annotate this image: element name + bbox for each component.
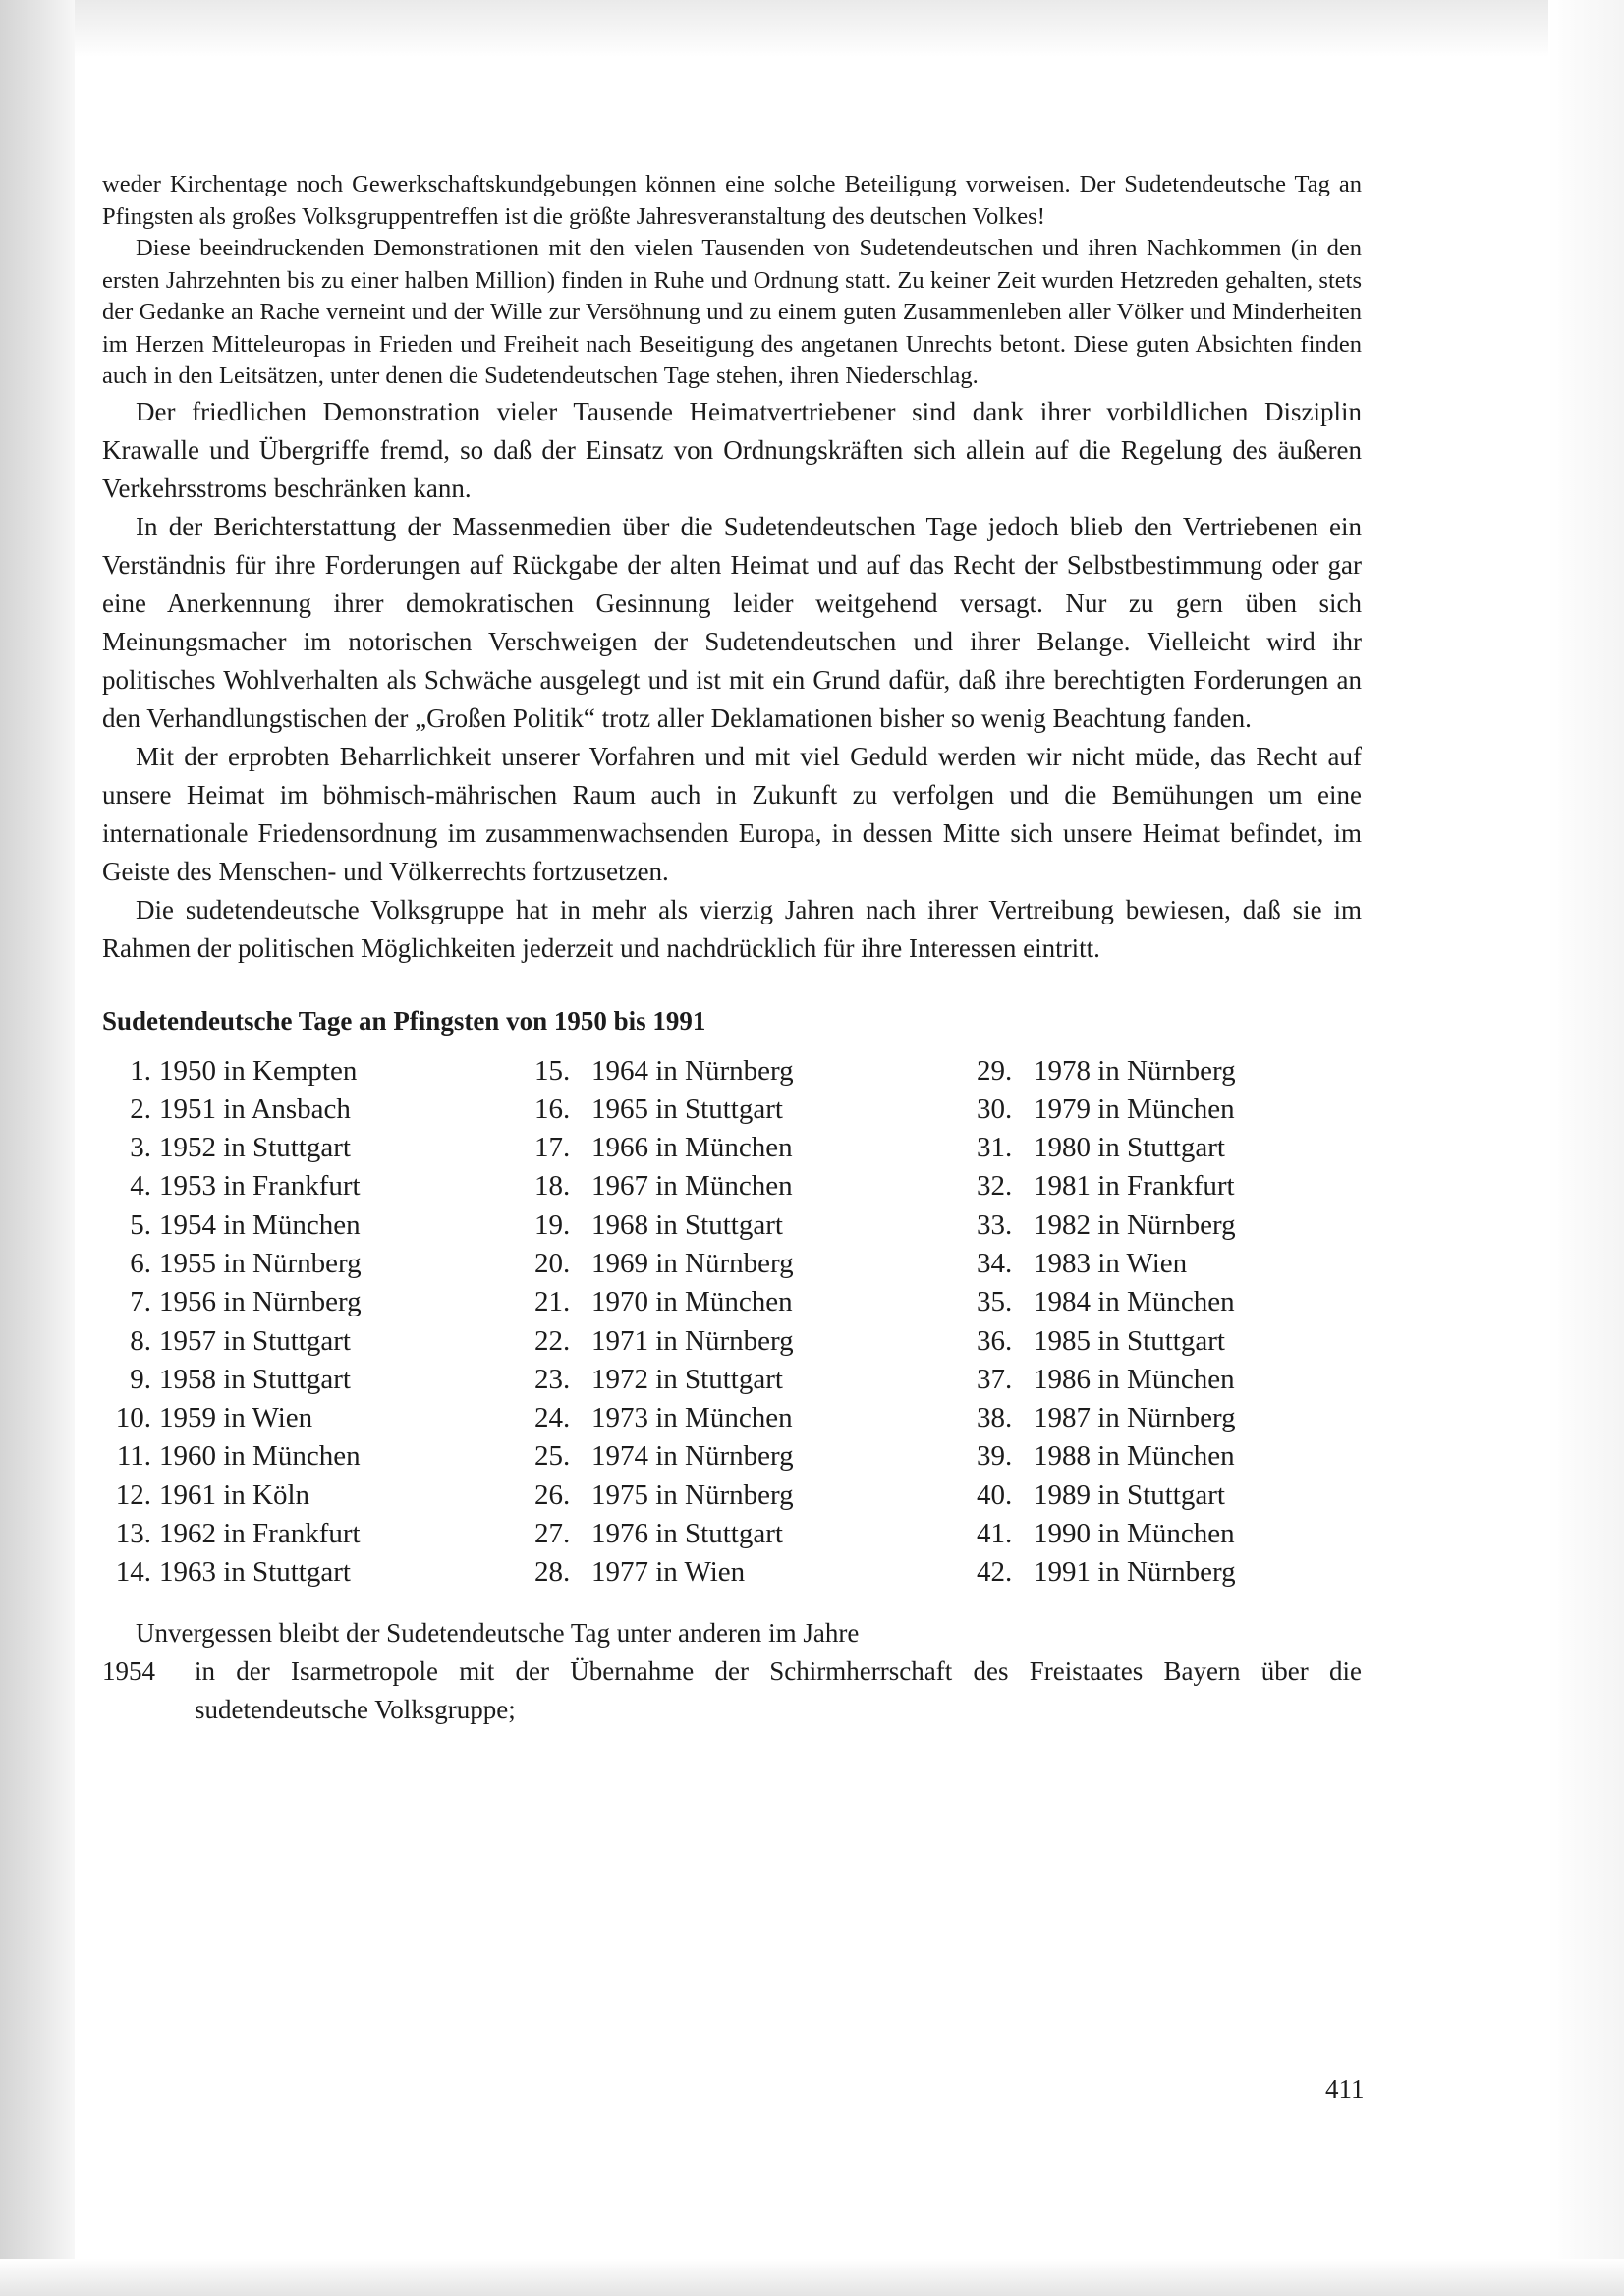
list-item [534, 1167, 977, 1205]
list-item-number: 4. [130, 1170, 151, 1203]
list-item-text: 1952 in Stuttgart [159, 1132, 351, 1164]
paragraph-5: Mit der erprobten Beharrlichkeit unserer Vorfahren und mit viel Geduld werden wir nicht müde, das Recht auf unsere Heimat im böhmisch-mährischen Raum auch in Zukunft zu verfolgen und die Bemühungen um eine internationale Friedensordnung im zusammenwachsenden Europa, in dessen Mitte sich unsere Heimat befindet, im Geiste des Menschen- und Völkerrechts fortzusetzen. [102, 741, 1362, 886]
paragraph-6: Die sudetendeutsche Volksgruppe hat in mehr als vierzig Jahren nach ihrer Vertreibung bewiesen, daß sie im Rahmen der politischen Möglichkeiten jederzeit und nachdrücklich für ihre Interessen eintritt. [102, 894, 1362, 963]
list-item-text: 1978 in Nürnberg [1034, 1054, 1236, 1087]
list-item [977, 1283, 1362, 1321]
closing-block [102, 1614, 1362, 1729]
closing-intro: Unvergessen bleibt der Sudetendeutsche Tag unter anderen im Jahre [136, 1617, 860, 1648]
list-item [534, 1477, 977, 1515]
list-item-number: 37. [977, 1363, 1013, 1395]
list-item-number: 9. [130, 1363, 151, 1395]
list-item-text: 1957 in Stuttgart [159, 1324, 351, 1357]
list-item-text: 1983 in Wien [1034, 1247, 1188, 1279]
list-item-number: 25. [534, 1440, 571, 1473]
list-item-text: 1960 in München [159, 1440, 361, 1473]
list-item-number: 26. [534, 1479, 571, 1511]
list-item [102, 1515, 534, 1553]
list-item-number: 12. [115, 1479, 151, 1511]
list-item [102, 1477, 534, 1515]
list-item [977, 1477, 1362, 1515]
list-item [977, 1437, 1362, 1476]
list-item-text: 1988 in München [1034, 1440, 1235, 1473]
list-item [534, 1322, 977, 1361]
list-item [102, 1245, 534, 1283]
list-item-number: 21. [534, 1286, 571, 1318]
list-item [977, 1553, 1362, 1592]
event-list-column-3 [977, 1052, 1362, 1593]
list-item-number: 34. [977, 1247, 1013, 1279]
closing-year: 1954 [102, 1655, 155, 1686]
list-item-number: 11. [116, 1440, 151, 1473]
list-item-number: 17. [534, 1132, 571, 1164]
closing-text: in der Isarmetropole mit der Übernahme der Schirmherrschaft des Freistaates Bayern über die sudetendeutsche Volksgruppe; [195, 1655, 1362, 1724]
scan-shadow-bottom [0, 2259, 1624, 2296]
list-item-number: 32. [977, 1170, 1013, 1203]
list-item-text: 1962 in Frankfurt [159, 1518, 361, 1550]
list-item-number: 18. [534, 1170, 571, 1203]
list-item [977, 1245, 1362, 1283]
list-item-text: 1966 in München [591, 1132, 793, 1164]
list-item-number: 5. [130, 1208, 151, 1241]
list-item-number: 14. [115, 1556, 151, 1589]
list-item-number: 6. [130, 1247, 151, 1279]
list-item [102, 1322, 534, 1361]
list-item-text: 1987 in Nürnberg [1034, 1402, 1236, 1434]
list-item-text: 1982 in Nürnberg [1034, 1208, 1236, 1241]
list-item-text: 1954 in München [159, 1208, 361, 1241]
list-item [534, 1515, 977, 1553]
list-item-number: 35. [977, 1286, 1013, 1318]
list-item-text: 1968 in Stuttgart [591, 1208, 783, 1241]
list-item-number: 30. [977, 1092, 1013, 1125]
list-item [977, 1206, 1362, 1245]
list-item-number: 29. [977, 1054, 1013, 1087]
list-item [534, 1129, 977, 1167]
list-item-text: 1991 in Nürnberg [1034, 1556, 1236, 1589]
list-item-number: 20. [534, 1247, 571, 1279]
list-item-number: 27. [534, 1518, 571, 1550]
list-item [977, 1167, 1362, 1205]
list-item-text: 1953 in Frankfurt [159, 1170, 361, 1203]
list-item-number: 22. [534, 1324, 571, 1357]
list-item [102, 1399, 534, 1437]
list-item-number: 33. [977, 1208, 1013, 1241]
list-item [534, 1091, 977, 1129]
list-item [102, 1553, 534, 1592]
list-item-number: 15. [534, 1054, 571, 1087]
list-item-text: 1981 in Frankfurt [1034, 1170, 1235, 1203]
list-item-text: 1958 in Stuttgart [159, 1363, 351, 1395]
list-item-text: 1974 in Nürnberg [591, 1440, 794, 1473]
list-item-number: 23. [534, 1363, 571, 1395]
list-item-text: 1961 in Köln [159, 1479, 310, 1511]
list-item-text: 1977 in Wien [591, 1556, 746, 1589]
list-item [977, 1052, 1362, 1091]
page-number: 411 [1325, 2074, 1365, 2103]
list-item [534, 1206, 977, 1245]
list-item-text: 1973 in München [591, 1402, 793, 1434]
list-item [102, 1361, 534, 1399]
list-item [102, 1129, 534, 1167]
list-item [102, 1437, 534, 1476]
section-title: Sudetendeutsche Tage an Pfingsten von 1950 bis 1991 [102, 1005, 706, 1036]
list-item-text: 1956 in Nürnberg [159, 1286, 362, 1318]
list-item [977, 1361, 1362, 1399]
list-item-text: 1959 in Wien [159, 1402, 313, 1434]
list-item-text: 1985 in Stuttgart [1034, 1324, 1225, 1357]
list-item [102, 1091, 534, 1129]
list-item [534, 1553, 977, 1592]
list-item [102, 1206, 534, 1245]
page-body [102, 169, 1362, 1729]
list-item-number: 42. [977, 1556, 1013, 1589]
list-item-number: 40. [977, 1479, 1013, 1511]
list-item [977, 1129, 1362, 1167]
list-item-text: 1965 in Stuttgart [591, 1092, 783, 1125]
list-item-number: 31. [977, 1132, 1013, 1164]
scan-shadow-top [75, 0, 1548, 57]
event-list-column-2 [534, 1052, 977, 1593]
list-item-text: 1950 in Kempten [159, 1054, 358, 1087]
list-item-text: 1986 in München [1034, 1363, 1235, 1395]
list-item-text: 1989 in Stuttgart [1034, 1479, 1225, 1511]
list-item-text: 1967 in München [591, 1170, 793, 1203]
list-item [977, 1091, 1362, 1129]
list-item-text: 1976 in Stuttgart [591, 1518, 783, 1550]
scan-shadow-left [0, 0, 75, 2296]
list-item-text: 1969 in Nürnberg [591, 1247, 794, 1279]
list-item [977, 1515, 1362, 1553]
list-item-text: 1964 in Nürnberg [591, 1054, 794, 1087]
list-item-text: 1955 in Nürnberg [159, 1247, 362, 1279]
paragraph-3: Der friedlichen Demonstration vieler Tausende Heimatvertriebener sind dank ihrer vorbildlichen Disziplin Krawalle und Übergriffe fremd, so daß der Einsatz von Ordnungskräften sich allein auf die Regelung des äußeren Verkehrsstroms beschränken kann. [102, 396, 1362, 503]
list-item-number: 36. [977, 1324, 1013, 1357]
list-item [534, 1399, 977, 1437]
paragraph-2: Diese beeindruckenden Demonstrationen mit den vielen Tausenden von Sudetendeutschen und ihren Nachkommen (in den ersten Jahrzehnten bis zu einer halben Million) finden in Ruhe und Ordnung statt. Zu keiner Zeit wurden Hetzreden gehalten, stets der Gedanke an Rache verneint und der Wille zur Versöhnung und zu einem guten Zusammenleben aller Völker und Minderheiten im Herzen Mitteleuropas in Frieden und Freiheit nach Beseitigung des angetanen Unrechts betont. Diese guten Absichten finden auch in den Leitsätzen, unter denen die Sudetendeutschen Tage stehen, ihren Niederschlag. [102, 235, 1362, 389]
list-item-text: 1972 in Stuttgart [591, 1363, 783, 1395]
list-item-number: 2. [130, 1092, 151, 1125]
list-item-text: 1980 in Stuttgart [1034, 1132, 1225, 1164]
list-item [534, 1437, 977, 1476]
list-item-text: 1975 in Nürnberg [591, 1479, 794, 1511]
list-item-number: 8. [130, 1324, 151, 1357]
list-item-text: 1990 in München [1034, 1518, 1235, 1550]
list-item-text: 1971 in Nürnberg [591, 1324, 794, 1357]
list-item-number: 28. [534, 1556, 571, 1589]
list-item-number: 1. [130, 1054, 151, 1087]
scan-shadow-right [1548, 0, 1624, 2296]
closing-entry [102, 1652, 1362, 1729]
list-item [102, 1167, 534, 1205]
event-list-column-1 [102, 1052, 534, 1593]
list-item-text: 1979 in München [1034, 1092, 1235, 1125]
list-item-number: 19. [534, 1208, 571, 1241]
list-item-number: 7. [130, 1286, 151, 1318]
list-item [102, 1283, 534, 1321]
list-item-number: 10. [115, 1402, 151, 1434]
list-item-number: 13. [115, 1518, 151, 1550]
list-item [977, 1322, 1362, 1361]
list-item-text: 1963 in Stuttgart [159, 1556, 351, 1589]
list-item-number: 41. [977, 1518, 1013, 1550]
list-item-text: 1951 in Ansbach [159, 1092, 351, 1125]
list-item-number: 38. [977, 1402, 1013, 1434]
list-item [534, 1052, 977, 1091]
list-item [977, 1399, 1362, 1437]
list-item [534, 1361, 977, 1399]
list-item [534, 1245, 977, 1283]
list-item [102, 1052, 534, 1091]
list-item-number: 24. [534, 1402, 571, 1434]
list-item-text: 1984 in München [1034, 1286, 1235, 1318]
list-item [534, 1283, 977, 1321]
paragraph-1: weder Kirchentage noch Gewerkschaftskundgebungen können eine solche Beteiligung vorweisen. Der Sudetendeutsche Tag an Pfingsten als großes Volksgruppentreffen ist die größte Jahresveranstaltung des deutschen Volkes! [102, 171, 1362, 230]
paragraph-4: In der Berichterstattung der Massenmedien über die Sudetendeutschen Tage jedoch blieb den Vertriebenen ein Verständnis für ihre Forderungen auf Rückgabe der alten Heimat und auf das Recht der Selbstbestimmung oder gar eine Anerkennung ihrer demokratischen Gesinnung leider weitgehend versagt. Nur zu gern üben sich Meinungsmacher im notorischen Verschweigen der Sudetendeutschen und ihrer Belange. Vielleicht wird ihr politisches Wohlverhalten als Schwäche ausgelegt und ist mit ein Grund dafür, daß ihre berechtigten Forderungen an den Verhandlungstischen der „Großen Politik“ trotz aller Deklamationen bisher so wenig Beachtung fanden. [102, 511, 1362, 733]
list-item-number: 39. [977, 1440, 1013, 1473]
event-list [102, 1052, 1362, 1593]
list-item-number: 16. [534, 1092, 571, 1125]
list-item-text: 1970 in München [591, 1286, 793, 1318]
list-item-number: 3. [130, 1132, 151, 1164]
